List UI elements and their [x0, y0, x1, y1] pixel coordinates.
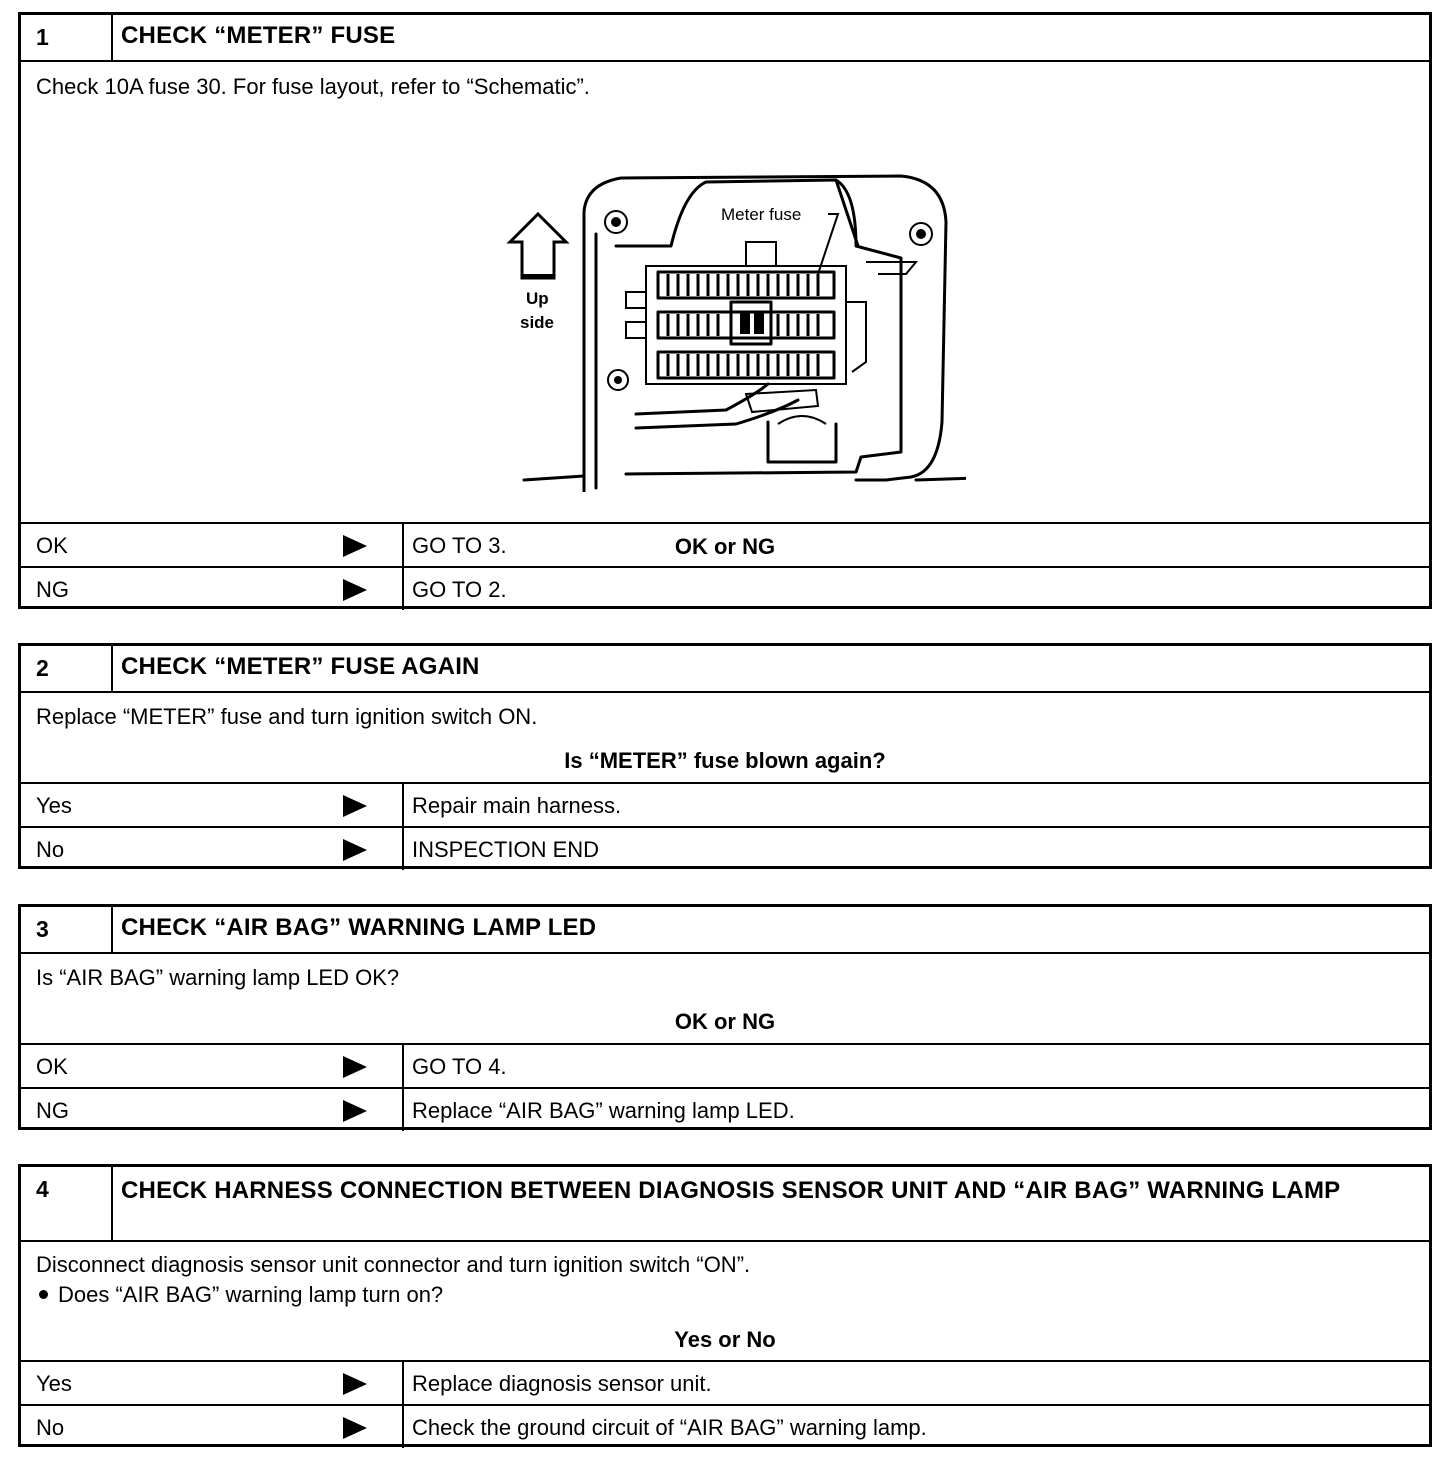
condition-label: NG — [36, 577, 69, 602]
bullet-item — [36, 1282, 443, 1308]
step-header — [21, 15, 1429, 62]
step-body — [21, 693, 1429, 784]
arrow-right-icon — [343, 839, 367, 861]
label-side: side — [520, 313, 555, 332]
step-title: CHECK “METER” FUSE — [121, 22, 396, 49]
condition-label: NG — [36, 1098, 69, 1123]
step-instruction: Replace “METER” fuse and turn ignition switch ON. — [36, 704, 538, 729]
step-body — [21, 954, 1429, 1045]
result-condition — [21, 784, 404, 826]
result-row — [21, 1045, 1429, 1087]
step-header — [21, 646, 1429, 693]
result-condition — [21, 1406, 404, 1448]
step-number: 2 — [21, 646, 113, 691]
step-question: Is “METER” fuse blown again? — [564, 748, 886, 773]
arrow-right-icon — [343, 1056, 367, 1078]
result-row — [21, 1087, 1429, 1131]
step-title: CHECK HARNESS CONNECTION BETWEEN DIAGNOSIS SENSOR UNIT AND “AIR BAG” WARNING LAMP — [121, 1177, 1341, 1204]
arrow-right-icon — [343, 1417, 367, 1439]
result-condition — [21, 1045, 404, 1087]
result-row — [21, 826, 1429, 870]
step-number: 4 — [21, 1167, 113, 1240]
step-3 — [18, 904, 1432, 1130]
result-action: Replace diagnosis sensor unit. — [412, 1371, 712, 1396]
result-condition — [21, 1089, 404, 1131]
step-question: Yes or No — [674, 1327, 776, 1352]
step-2 — [18, 643, 1432, 869]
result-condition — [21, 1362, 404, 1404]
result-row — [21, 1362, 1429, 1404]
step-instruction: Check 10A fuse 30. For fuse layout, refer to “Schematic”. — [36, 74, 590, 99]
result-action: Check the ground circuit of “AIR BAG” warning lamp. — [412, 1415, 927, 1440]
up-arrow-icon — [510, 214, 566, 278]
bullet-icon — [39, 1290, 48, 1299]
result-action: GO TO 3. — [412, 533, 507, 558]
step-body — [21, 1242, 1429, 1362]
label-up: Up — [526, 289, 549, 308]
step-4 — [18, 1164, 1432, 1447]
step-question: OK or NG — [674, 534, 776, 559]
step-number: 1 — [21, 15, 113, 60]
result-condition — [21, 568, 404, 610]
label-meter-fuse: Meter fuse — [721, 205, 802, 224]
condition-label: Yes — [36, 1371, 72, 1396]
result-row — [21, 566, 1429, 610]
condition-label: OK — [36, 1054, 68, 1079]
step-instruction: Is “AIR BAG” warning lamp LED OK? — [36, 965, 400, 990]
result-action: GO TO 2. — [412, 577, 507, 602]
result-action: Replace “AIR BAG” warning lamp LED. — [412, 1098, 795, 1123]
arrow-right-icon — [343, 579, 367, 601]
result-action: Repair main harness. — [412, 793, 622, 818]
condition-label: No — [36, 837, 65, 862]
arrow-right-icon — [343, 1373, 367, 1395]
condition-label: OK — [36, 533, 68, 558]
step-1 — [18, 12, 1432, 609]
result-row — [21, 784, 1429, 826]
condition-label: Yes — [36, 793, 72, 818]
result-condition — [21, 524, 404, 566]
step-number: 3 — [21, 907, 113, 952]
step-question: OK or NG — [674, 1009, 776, 1034]
step-header — [21, 1167, 1429, 1242]
result-row — [21, 1404, 1429, 1448]
bullet-text: Does “AIR BAG” warning lamp turn on? — [58, 1282, 444, 1307]
result-condition — [21, 828, 404, 870]
fuse-box-diagram — [506, 162, 966, 492]
condition-label: No — [36, 1415, 65, 1440]
result-action: GO TO 4. — [412, 1054, 507, 1079]
step-instruction: Disconnect diagnosis sensor unit connector and turn ignition switch “ON”. — [36, 1252, 751, 1277]
result-action: INSPECTION END — [412, 837, 600, 862]
step-header — [21, 907, 1429, 954]
step-title: CHECK “AIR BAG” WARNING LAMP LED — [121, 914, 597, 941]
arrow-right-icon — [343, 1100, 367, 1122]
step-title: CHECK “METER” FUSE AGAIN — [121, 653, 480, 680]
arrow-right-icon — [343, 535, 367, 557]
arrow-right-icon — [343, 795, 367, 817]
